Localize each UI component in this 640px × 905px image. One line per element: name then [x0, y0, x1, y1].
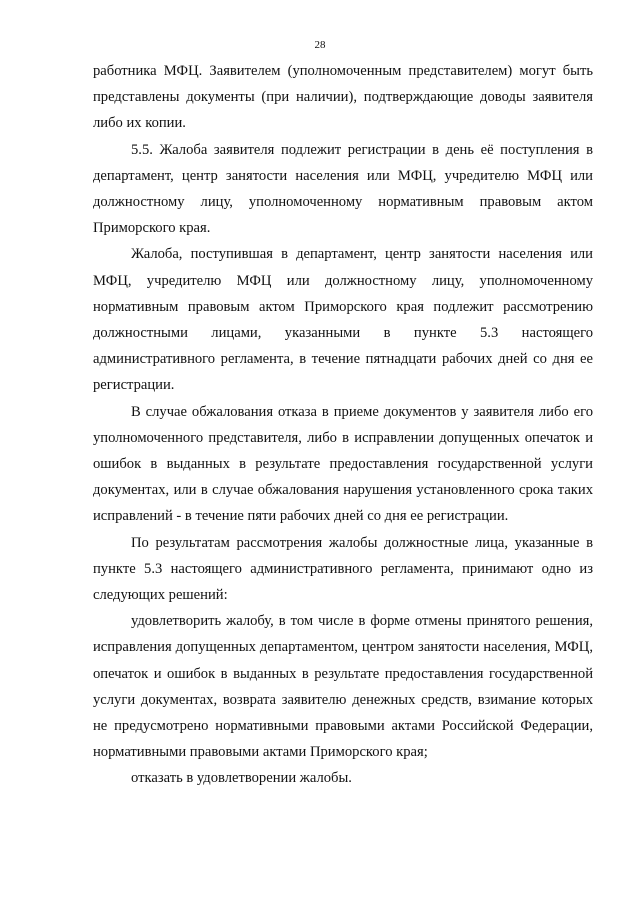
paragraph-decision-satisfy: удовлетворить жалобу, в том числе в форме отмены принятого решения, исправления допущенных департаментом, центром занятости населения, МФЦ, опечаток и ошибок в выданных в результате предоставления государственной услуги документах, возврата заявителю денежных средств, взимание которых не предусмотрено нормативными правовыми актами Российской Федерации, нормативными правовыми актами Приморского края;: [93, 613, 593, 761]
paragraph-decisions-intro: По результатам рассмотрения жалобы должностные лица, указанные в пункте 5.3 настоящего административного регламента, принимают одно из следующих решений:: [93, 534, 593, 604]
paragraph-5-5-registration: 5.5. Жалоба заявителя подлежит регистрации в день её поступления в департамент, центр занятости населения или МФЦ, учредителю МФЦ или должностному лицу, уполномоченному нормативным правовым актом Приморского края.: [93, 141, 593, 237]
page-number: 28: [314, 39, 326, 51]
paragraph-decision-refuse: отказать в удовлетворении жалобы.: [131, 770, 352, 787]
document-body: [93, 58, 593, 792]
paragraph-review-period: Жалоба, поступившая в департамент, центр занятости населения или МФЦ, учредителю МФЦ или должностному лицу, уполномоченному нормативным правовым актом Приморского края подлежит рассмотрению должностными лицами, указанными в пункте 5.3 настоящего административного регламента, в течение пятнадцати рабочих дней со дня ее регистрации.: [93, 246, 593, 394]
paragraph-continuation: работника МФЦ. Заявителем (уполномоченным представителем) могут быть представлены документы (при наличии), подтверждающие доводы заявителя либо их копии.: [93, 63, 593, 132]
paragraph-refusal-appeal: В случае обжалования отказа в приеме документов у заявителя либо его уполномоченного представителя, либо в исправлении допущенных опечаток и ошибок в выданных в результате предоставления государственной услуги документах, или в случае обжалования нарушения установленного срока таких исправлений - в течение пяти рабочих дней со дня ее регистрации.: [93, 403, 593, 525]
